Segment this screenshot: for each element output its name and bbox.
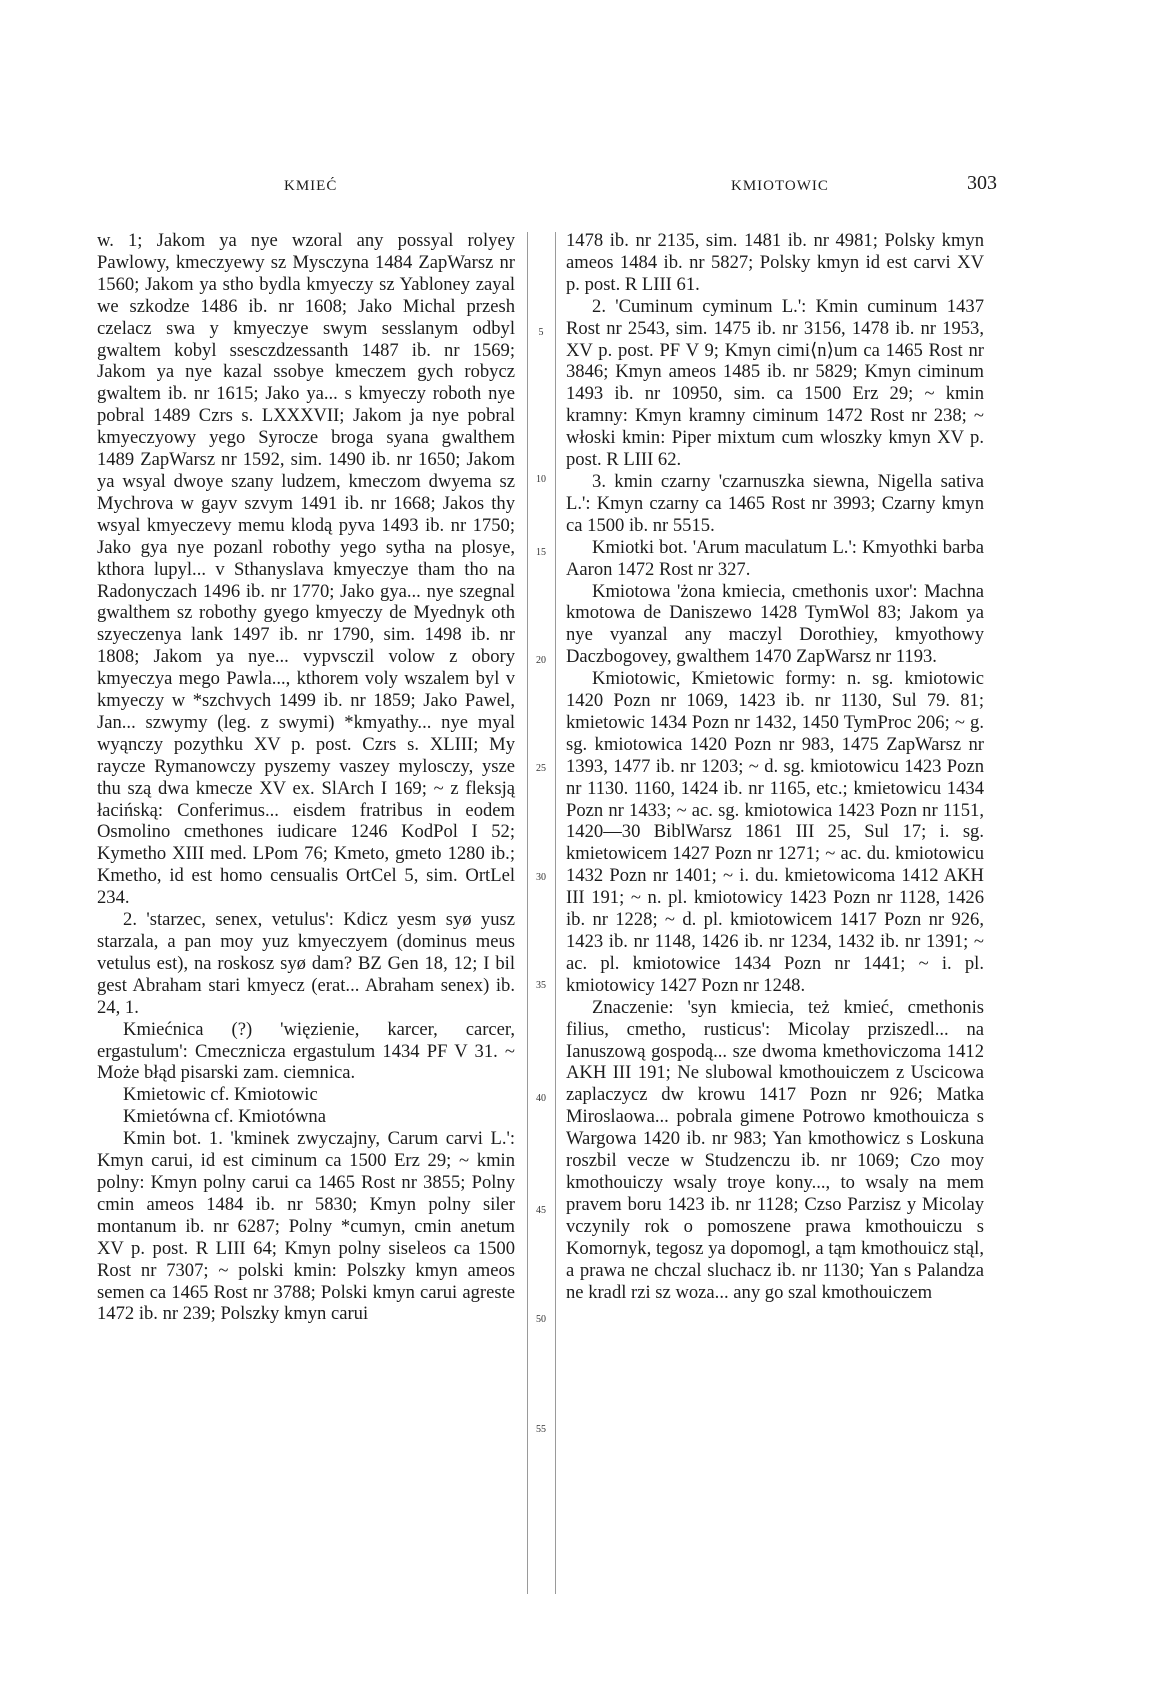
line-number: 50 [536, 1314, 546, 1325]
line-number: 30 [536, 872, 546, 883]
column-divider-right [555, 232, 556, 1594]
entry-kmiotowic-meaning: Znaczenie: 'syn kmiecia, też kmieć, cmethonis filius, cmetho, rusticus': Micolay prziszedl... na Ianuszową gospodą... sze dwoma kmethoviczoma 1412 AKH III 191; Ne slubowal kmothouiczem z Uscicowa zaplaczycz dw krowu 1417 Pozn nr 926; Matka Miroslaowa... pobrala gimene Potrowo kmothouicza s Wargowa 1420 ib. nr 983; Yan kmothowicz s Loskuna roszbil vecze w Studzenczu ib. nr 1069; Czo moy kmothouiczy wsaly troye kony..., to wsaly na mem pravem boru 1423 ib. nr 1128; Czso Parzisz y Micolay vczynily rok o pomoszene prawa kmothouiczu s Komornyk, tegosz ya dopomogl, a tąm kmothouicz stąl, a prawa ne chczal sluchacz ib. nr 1130; Yan s Palandza ne kradl rzi sz woza... any go szal kmothouiczem [566, 996, 984, 1303]
header-entry-right: KMIOTOWIC [731, 178, 829, 194]
line-number: 25 [536, 763, 546, 774]
entry-kmiec-sense-2: 2. 'starzec, senex, vetulus': Kdicz yesm syø yusz starzala, a pan moy yuz kmyeczyem (dominus meus vetulus est), na roskosz syø dam? BZ Gen 18, 12; I bil gest Abraham stari kmyecz (erat... Abraham senex) ib. 24, 1. [97, 909, 515, 1018]
line-number: 10 [536, 474, 546, 485]
line-number: 5 [538, 327, 544, 338]
line-number: 45 [536, 1205, 546, 1216]
line-number: 40 [536, 1093, 546, 1104]
entry-kmiotowic-forms: Kmiotowic, Kmietowic formy: n. sg. kmiotowic 1420 Pozn nr 1069, 1423 ib. nr 1130, Sul 79. 81; kmietowic 1434 Pozn nr 1432, 1450 TymProc 206; ~ g. sg. kmiotowica 1420 Pozn nr 983, 1475 ZapWarsz nr 1393, 1477 ib. nr 1203; ~ d. sg. kmiotowicu 1423 Pozn nr 1130. 1160, 1424 ib. nr 1165, etc.; kmietowicu 1434 Pozn nr 1433; ~ ac. sg. kmiotowica 1423 Pozn nr 1151, 1420—30 BiblWarsz 1861 III 25, Sul 17; i. sg. kmietowicem 1427 Pozn nr 1271; ~ ac. du. kmiotowicu 1432 Pozn nr 1401; ~ i. du. kmietowicoma 1412 AKH III 191; ~ n. pl. kmiotowicy 1423 Pozn nr 1128, 1426 ib. nr 1228; ~ d. pl. kmiotowicem 1417 Pozn nr 926, 1423 ib. nr 1148, 1426 ib. nr 1234, 1432 ib. nr 1391; ~ ac. pl. kmiotowice 1434 Pozn nr 1441; ~ i. pl. kmiotowicy 1427 Pozn nr 1248. [566, 668, 984, 996]
entry-kmiecnica: Kmiećnica (?) 'więzienie, karcer, carcer, ergastulum': Cmecznicza ergastulum 1434 PF V 31. ~ Może błąd pisarski zam. ciemnica. [97, 1018, 515, 1084]
line-number: 20 [536, 655, 546, 666]
line-number: 15 [536, 547, 546, 558]
entry-kmiec-continuation: w. 1; Jakom ya nye wzoral any possyal rolyey Pawlowy, kmeczyewy sz Mysczyna 1484 ZapWarsz nr 1560; Jakom ya stho bydla kmyeczy sz Yabloney zayal we szkodze 1486 ib. nr 1608; Jako Michal przesh czelacz swa y kmyeczye swym sesslanym odbyl gwaltem kobyl ssesczdzessanth 1487 ib. nr 1569; Jakom ya nye kazal ssobye kmeczem gych robycz gwaltem ib. nr 1615; Jako ya... s kmyeczy roboth nye pobral 1489 Czrs s. LXXXVII; Jakom ja nye pobral kmyeczyowy yego Syrocze broga syana gwalthem 1489 ZapWarsz nr 1592, sim. 1490 ib. nr 1650; Jakom ya wsyal dwoye szany ludzem, kmeczom dwyema sz Mychrova w gayv szvym 1491 ib. nr 1668; Jakos thy wsyal kmyeczevy memu klodą pyva 1493 ib. nr 1750; Jako gya nye pozanl robothy yego sytha na plosye, kthora lupyl... v Sthanyslava kmyeczye tham tho na Radonyczach 1496 ib. nr 1770; Jako gya... nye szegnal gwalthem sz robothy gyego kmyeczy de Myednyk oth szyeczenya lank 1497 ib. nr 1790, sim. 1498 ib. nr 1808; Jakom ya nye... vypvsczil volow z obory kmyeczya mego Pawla..., kthorem voly wszalem byl v kmyeczy w *szchvych 1499 ib. nr 1859; Jako Pawel, Jan... szwymy (leg. z swymi) *kmyathy... nye myal wyąnczy pozythku XV p. post. Czrs s. XLIII; My raycze Rymanowczy pyszemy vaszey mylosczy, ysze thu szą dwa kmecze XV ex. SlArch I 169; ~ z fleksją łacińską: Conferimus... eisdem fratribus in eodem Osmolino cmethones iudicare 1246 KodPol I 52; Kymetho XIII med. LPom 76; Kmeto, gmeto 1280 ib.; Kmetho, id est homo censualis OrtCel 5, sim. OrtLel 234. [97, 230, 515, 909]
entry-kmietowna-xref: Kmietówna cf. Kmiotówna [123, 1106, 326, 1128]
entry-kmiotowa: Kmiotowa 'żona kmiecia, cmethonis uxor': Machna kmotowa de Daniszewo 1428 TymWol 83; Jakom ya nye vyanzal any maczyl Dorothiey, kmyothowy Daczbogovey, gwalthem 1470 ZapWarsz nr 1193. [566, 580, 984, 668]
entry-kmin: Kmin bot. 1. 'kminek zwyczajny, Carum carvi L.': Kmyn carui, id est ciminum ca 1500 Erz 29; ~ kmin polny: Kmyn polny carui ca 1465 Rost nr 3855; Polny cmin ameos 1484 ib. nr 5830; Kmyn polny siler montanum ib. nr 6287; Polny *cumyn, cmin anetum XV p. post. R LIII 64; Kmyn polny siseleos ca 1500 Rost nr 7307; ~ polski kmin: Polszky kmyn ameos semen ca 1465 Rost nr 3788; Polski kmyn carui agreste 1472 ib. nr 239; Polszky kmyn carui [97, 1128, 515, 1325]
page-number: 303 [967, 172, 997, 194]
left-column [97, 230, 515, 1325]
column-divider-left [527, 232, 528, 1594]
right-column [566, 230, 984, 1303]
entry-kmin-continuation: 1478 ib. nr 2135, sim. 1481 ib. nr 4981; Polsky kmyn ameos 1484 ib. nr 5827; Polsky kmyn id est carvi XV p. post. R LIII 61. [566, 230, 984, 295]
line-number: 55 [536, 1424, 546, 1435]
header-entry-left: KMIEĆ [284, 178, 338, 194]
entry-kmin-sense-2: 2. 'Cuminum cyminum L.': Kmin cuminum 1437 Rost nr 2543, sim. 1475 ib. nr 3156, 1478 ib. nr 1953, XV p. post. PF V 9; Kmyn cimi⟨n⟩um ca 1465 Rost nr 3846; Kmyn ameos 1485 ib. nr 5829; Kmyn ciminum 1493 ib. nr 10950, sim. ca 1500 Erz 29; ~ kmin kramny: Kmyn kramny ciminum 1472 Rost nr 238; ~ włoski kmin: Piper mixtum cum wloszky kmyn XV p. post. R LIII 62. [566, 295, 984, 471]
entry-kmietowic-xref: Kmietowic cf. Kmiotowic [123, 1084, 318, 1106]
entry-kmiotki: Kmiotki bot. 'Arum maculatum L.': Kmyothki barba Aaron 1472 Rost nr 327. [566, 536, 984, 580]
entry-kmin-sense-3: 3. kmin czarny 'czarnuszka siewna, Nigella sativa L.': Kmyn czarny ca 1465 Rost nr 3993; Czarny kmyn ca 1500 ib. nr 5515. [566, 470, 984, 536]
line-number: 35 [536, 980, 546, 991]
